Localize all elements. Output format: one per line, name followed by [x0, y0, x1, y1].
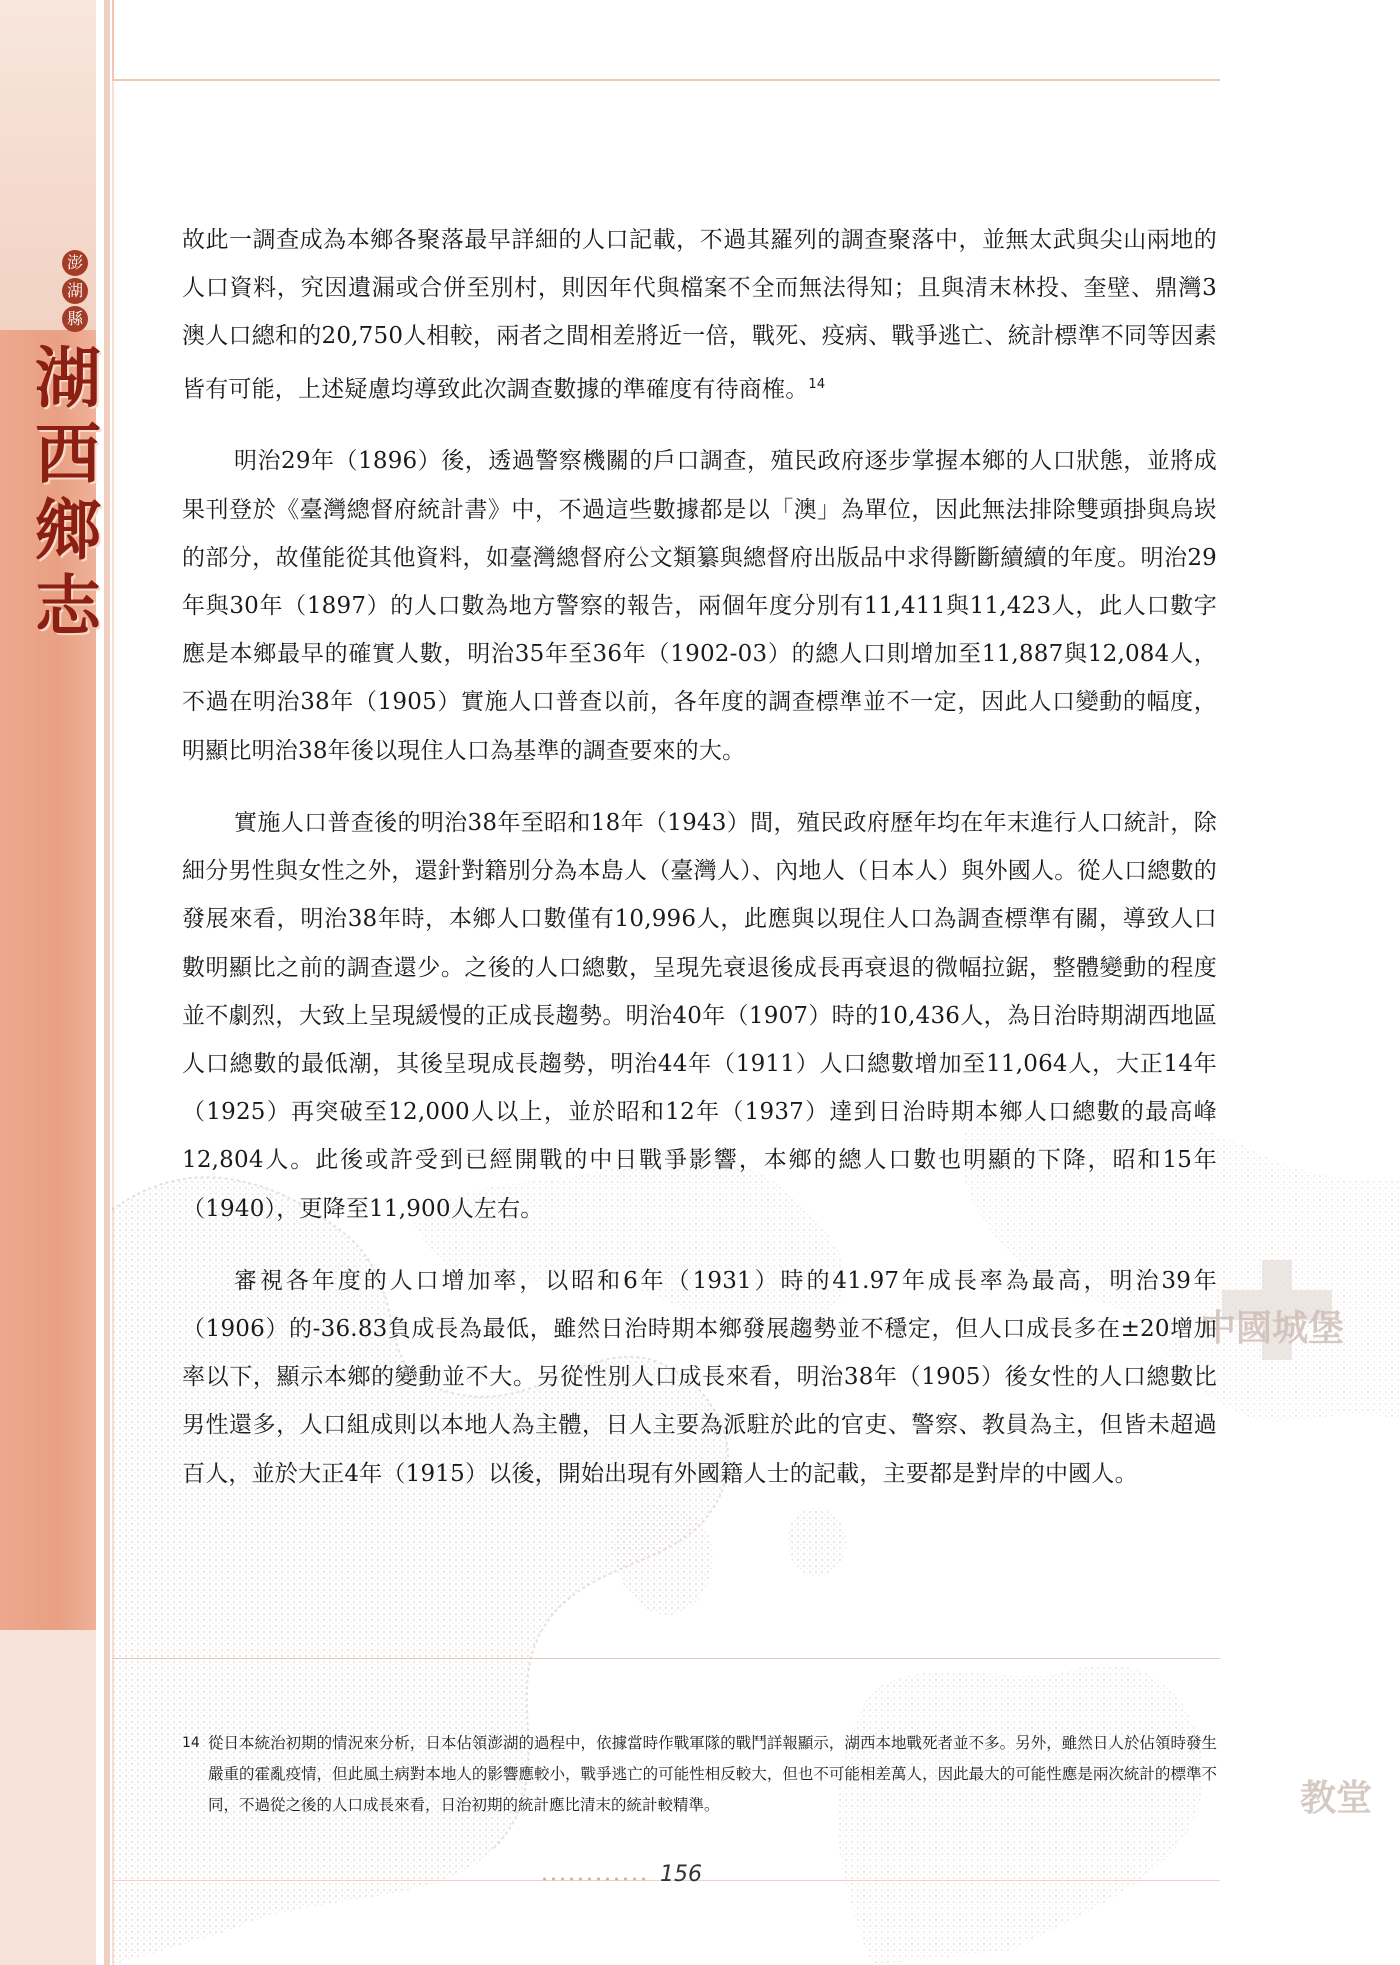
paragraph-text: 故此一調查成為本鄉各聚落最早詳細的人口記載，不過其羅列的調查聚落中，並無太武與尖山兩地的人口資料，究因遺漏或合併至別村，則因年代與檔案不全而無法得知；且與清末林投、奎壁、鼎灣3澳人口總和的20,750人相較，兩者之間相差將近一倍，戰死、疫病、戰爭逃亡、統計標準不同等因素皆有可能，上述疑慮均導致此次調查數據的準確度有待商榷。 — [182, 227, 1217, 403]
body-paragraph: 審視各年度的人口增加率，以昭和6年（1931）時的41.97年成長率為最高，明治39年（1906）的-36.83負成長為最低，雖然日治時期本鄉發展趨勢並不穩定，但人口成長多在±20增加率以下，顯示本鄉的變動並不大。另從性別人口成長來看，明治38年（1905）後女性的人口總數比男性還多，人口組成則以本地人為主體，日人主要為派駐於此的官吏、警察、教員為主，但皆未超過百人，並於大正4年（1915）以後，開始出現有外國籍人士的記載，主要都是對岸的中國人。 — [182, 1267, 1217, 1487]
book-title-char: 鄉 — [35, 491, 101, 569]
body-paragraph — [182, 216, 1217, 413]
footer-dots — [540, 1875, 650, 1883]
footnote — [182, 1728, 1217, 1821]
book-title-char: 湖 — [35, 339, 101, 417]
sidebar-edge-stripe — [104, 0, 110, 1965]
map-label-castle: 中國城堡 — [1200, 1307, 1345, 1349]
page-number: 156 — [660, 1862, 702, 1887]
county-seal — [58, 250, 92, 332]
footnote-divider — [112, 1658, 1220, 1659]
footnote-number: 14 — [182, 1735, 200, 1751]
county-char: 湖 — [62, 278, 88, 304]
book-title — [28, 340, 108, 644]
main-content — [182, 216, 1217, 1522]
footnote-text: 從日本統治初期的情況來分析，日本佔領澎湖的過程中，依據當時作戰軍隊的戰鬥詳報顯示，湖西本地戰死者並不多。另外，雖然日人於佔領時發生嚴重的霍亂疫情，但此風土病對本地人的影響應較小，戰爭逃亡的可能性相反較大，但也不可能相差萬人，因此最大的可能性應是兩次統計的標準不同，不過從之後的人口成長來看，日治初期的統計應比清末的統計較精準。 — [208, 1734, 1217, 1814]
book-title-char: 西 — [35, 415, 101, 493]
body-paragraph: 明治29年（1896）後，透過警察機關的戶口調查，殖民政府逐步掌握本鄉的人口狀態，並將成果刊登於《臺灣總督府統計書》中，不過這些數據都是以「澳」為單位，因此無法排除雙頭掛與烏崁的部分，故僅能從其他資料，如臺灣總督府公文類纂與總督府出版品中求得斷斷續續的年度。明治29年與30年（1897）的人口數為地方警察的報告，兩個年度分別有11,411與11,423人，此人口數字應是本鄉最早的確實人數，明治35年至36年（1902-03）的總人口則增加至11,887與12,084人，不過在明治38年（1905）實施人口普查以前，各年度的調查標準並不一定，因此人口變動的幅度，明顯比明治38年後以現住人口為基準的調查要來的大。 — [182, 448, 1217, 764]
footnote-reference: 14 — [808, 376, 826, 392]
header-rule — [112, 79, 1220, 81]
sidebar-lower-band — [0, 1630, 96, 1965]
map-label-church: 教堂 — [1300, 1777, 1373, 1819]
body-paragraph: 實施人口普查後的明治38年至昭和18年（1943）間，殖民政府歷年均在年末進行人口統計，除細分男性與女性之外，還針對籍別分為本島人（臺灣人）、內地人（日本人）與外國人。從人口總數的發展來看，明治38年時，本鄉人口數僅有10,996人，此應與以現住人口為調查標準有關，導致人口數明顯比之前的調查還少。之後的人口總數，呈現先衰退後成長再衰退的微幅拉鋸，整體變動的程度並不劇烈，大致上呈現緩慢的正成長趨勢。明治40年（1907）時的10,436人，為日治時期湖西地區人口總數的最低潮，其後呈現成長趨勢，明治44年（1911）人口總數增加至11,064人，大正14年（1925）再突破至12,000人以上，並於昭和12年（1937）達到日治時期本鄉人口總數的最高峰12,804人。此後或許受到已經開戰的中日戰爭影響，本鄉的總人口數也明顯的下降，昭和15年（1940），更降至11,900人左右。 — [182, 809, 1217, 1222]
book-title-char: 志 — [35, 567, 101, 645]
header-tick — [112, 0, 114, 80]
county-char: 縣 — [62, 306, 88, 332]
county-char: 澎 — [62, 250, 88, 276]
